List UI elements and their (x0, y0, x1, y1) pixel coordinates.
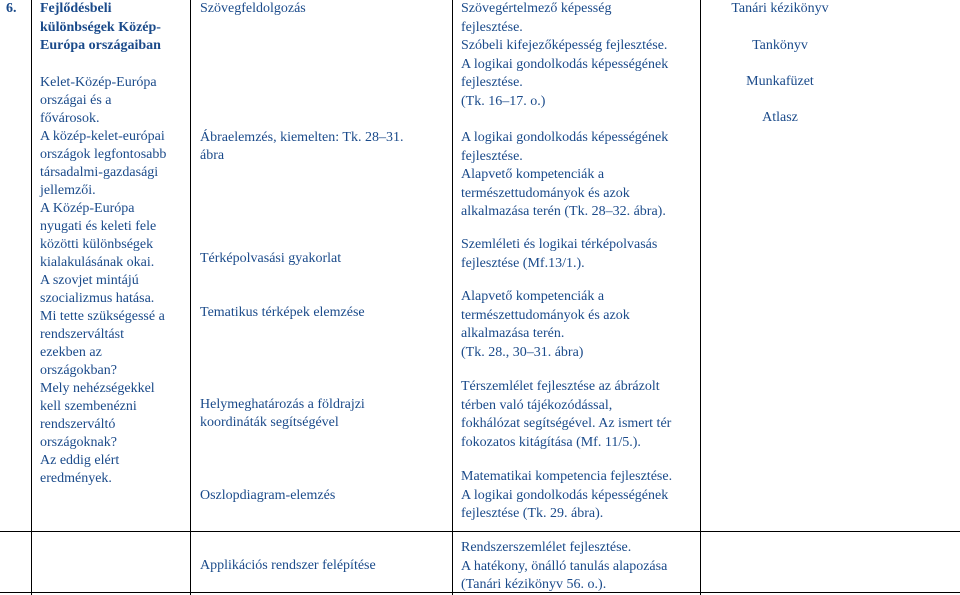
tool-item: Tankönyv (752, 38, 808, 53)
topic-line: kell szembenézni (40, 399, 137, 414)
topic-line: ezekben az (40, 345, 102, 360)
table-border (31, 0, 32, 595)
competence-line: A logikai gondolkodás képességének (461, 487, 669, 503)
topic-line: országokban? (40, 363, 117, 378)
competence-line: fokozatos kitágítása (Mf. 11/5.). (461, 434, 641, 450)
table-border (452, 0, 453, 595)
topic-line: országoknak? (40, 435, 117, 450)
topic-line: közötti különbségek (40, 237, 154, 252)
competence-line: természettudományok és azok (461, 307, 630, 323)
competence-line: (Tk. 28., 30–31. ábra) (461, 344, 584, 360)
topic-line: szocializmus hatása. (40, 291, 155, 306)
competence-line: természettudományok és azok (461, 185, 630, 201)
competence-line: fejlesztése. (461, 19, 523, 35)
competence-line: Alapvető kompetenciák a (461, 167, 605, 182)
activity-item: Térképolvasási gyakorlat (200, 251, 342, 266)
tool-item: Tanári kézikönyv (731, 1, 829, 16)
row-number: 6. (6, 1, 17, 16)
topic-title: Európa országaiban (40, 38, 161, 53)
topic-line: A szovjet mintájú (40, 273, 139, 288)
competence-line: Szemléleti és logikai térképolvasás (461, 237, 658, 252)
activity-item: Szövegfeldolgozás (200, 1, 306, 16)
table-border (0, 531, 960, 532)
activity-item: Applikációs rendszer felépítése (200, 558, 376, 573)
competence-line: alkalmazása terén. (461, 326, 565, 341)
tool-item: Atlasz (762, 110, 798, 125)
competence-line: Matematikai kompetencia fejlesztése. (461, 469, 673, 484)
competence-line: térben való tájékozódással, (461, 397, 613, 413)
activity-item: Ábraelemzés, kiemelten: Tk. 28–31. (200, 130, 404, 145)
competence-line: (Tanári kézikönyv 56. o.). (461, 577, 607, 592)
competence-line: fejlesztése. (461, 75, 523, 90)
topic-line: rendszerváltást (40, 327, 124, 342)
activity-item: Helymeghatározás a földrajzi (200, 397, 365, 412)
topic-line: Kelet-Közép-Európa (40, 75, 157, 90)
topic-line: országok legfontosabb (40, 147, 167, 162)
activity-item: Tematikus térképek elemzése (200, 305, 365, 320)
table-border (190, 0, 191, 595)
topic-line: kialakulásának okai. (40, 255, 155, 270)
topic-line: eredmények. (40, 471, 112, 486)
competence-line: Térszemlélet fejlesztése az ábrázolt (461, 379, 660, 394)
activity-item: Oszlopdiagram-elemzés (200, 488, 336, 503)
activity-item: ábra (200, 148, 225, 163)
topic-line: Mely nehézségekkel (40, 381, 155, 396)
competence-line: Rendszerszemlélet fejlesztése. (461, 540, 632, 555)
competence-line: (Tk. 16–17. o.) (461, 93, 546, 109)
topic-line: Mi tette szükségessé a (40, 309, 165, 324)
topic-line: nyugati és keleti fele (40, 219, 157, 234)
competence-line: fejlesztése (Mf.13/1.). (461, 255, 585, 271)
competence-line: A logikai gondolkodás képességének (461, 56, 669, 72)
competence-line: fejlesztése (Tk. 29. ábra). (461, 506, 604, 521)
competence-line: A logikai gondolkodás képességének (461, 130, 669, 145)
competence-line: A hatékony, önálló tanulás alapozása (461, 558, 668, 574)
topic-title: Fejlődésbeli (40, 1, 112, 16)
competence-line: Alapvető kompetenciák a (461, 289, 605, 304)
topic-line: A közép-kelet-európai (40, 129, 165, 144)
competence-line: Szövegértelmező képesség (461, 1, 612, 16)
topic-line: társadalmi-gazdasági (40, 165, 159, 180)
competence-line: fokhálózat segítségével. Az ismert tér (461, 416, 672, 431)
competence-line: fejlesztése. (461, 148, 523, 164)
topic-title: különbségek Közép- (40, 19, 161, 35)
topic-line: országai és a (40, 93, 112, 108)
topic-line: A Közép-Európa (40, 201, 135, 216)
competence-line: alkalmazása terén (Tk. 28–32. ábra). (461, 204, 666, 219)
topic-line: jellemzői. (40, 183, 96, 198)
competence-line: Szóbeli kifejezőképesség fejlesztése. (461, 38, 668, 53)
topic-line: Az eddig elért (40, 453, 120, 468)
activity-item: koordináták segítségével (200, 415, 339, 430)
topic-line: fővárosok. (40, 111, 100, 126)
topic-line: rendszerváltó (40, 417, 116, 432)
tool-item: Munkafüzet (746, 74, 814, 89)
